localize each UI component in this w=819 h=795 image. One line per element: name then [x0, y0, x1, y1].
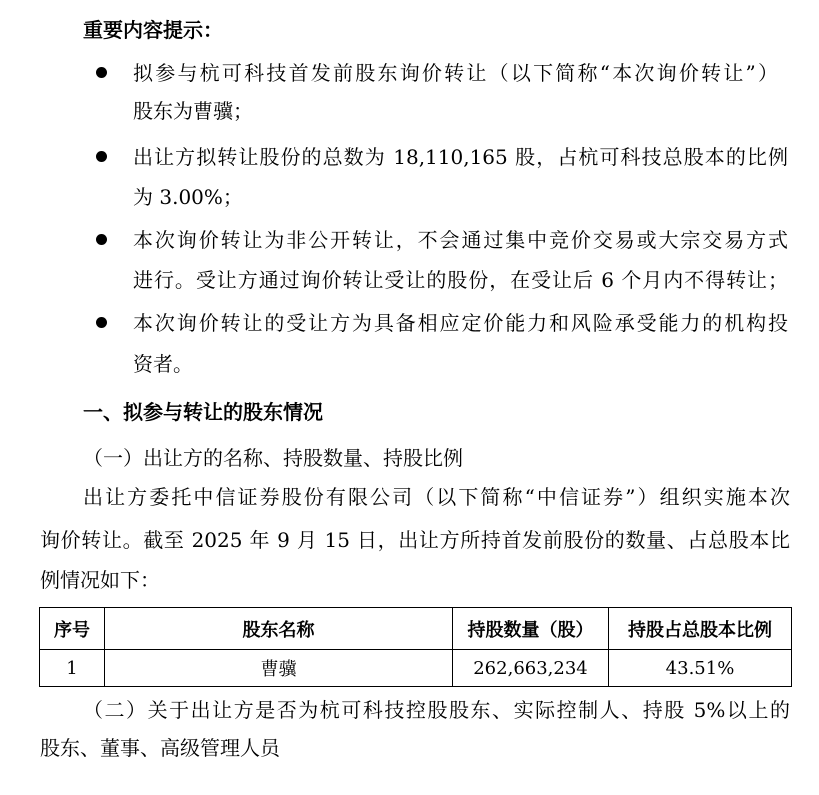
- column-header: 股东名称: [105, 608, 453, 650]
- bullet-4-line-2: 资者。: [133, 352, 193, 376]
- cell-shares: 262,663,234: [453, 650, 609, 687]
- paragraph-line: （二）关于出让方是否为杭可科技控股股东、实际控制人、持股 5%以上的: [83, 698, 790, 722]
- section-heading: 一、拟参与转让的股东情况: [83, 400, 323, 424]
- cell-index: 1: [40, 650, 105, 687]
- bullet-icon: [96, 317, 107, 328]
- bullet-icon: [96, 151, 107, 162]
- bullet-1-line-1: 拟参与杭可科技首发前股东询价转让（以下简称“本次询价转让”）: [133, 61, 778, 85]
- bullet-1-line-2: 股东为曹骥；: [133, 99, 253, 123]
- table-header-row: [40, 608, 792, 650]
- bullet-4-line-1: 本次询价转让的受让方为具备相应定价能力和风险承受能力的机构投: [133, 311, 788, 335]
- paragraph-line: 出让方委托中信证券股份有限公司（以下简称“中信证券”）组织实施本次: [83, 485, 790, 509]
- bullet-3-line-2: 进行。受让方通过询价转让受让的股份，在受让后 6 个月内不得转让；: [133, 268, 788, 292]
- bullet-2-line-2: 为 3.00%；: [133, 185, 243, 209]
- key-notes-heading: 重要内容提示：: [83, 18, 223, 42]
- column-header: 持股数量（股）: [453, 608, 609, 650]
- table-row: [40, 650, 792, 687]
- bullet-icon: [96, 234, 107, 245]
- paragraph-line: 例情况如下：: [40, 568, 160, 592]
- paragraph-line: 股东、董事、高级管理人员: [40, 736, 280, 760]
- bullet-icon: [96, 67, 107, 78]
- cell-ratio: 43.51%: [609, 650, 792, 687]
- paragraph-line: 询价转让。截至 2025 年 9 月 15 日，出让方所持首发前股份的数量、占总股本比: [40, 528, 790, 552]
- column-header: 序号: [40, 608, 105, 650]
- bullet-3-line-1: 本次询价转让为非公开转让，不会通过集中竞价交易或大宗交易方式: [133, 228, 788, 252]
- shareholder-table: [39, 607, 792, 687]
- column-header: 持股占总股本比例: [609, 608, 792, 650]
- subsection-heading: （一）出让方的名称、持股数量、持股比例: [83, 446, 463, 470]
- cell-name: 曹骥: [105, 650, 453, 687]
- bullet-2-line-1: 出让方拟转让股份的总数为 18,110,165 股，占杭可科技总股本的比例: [133, 145, 788, 169]
